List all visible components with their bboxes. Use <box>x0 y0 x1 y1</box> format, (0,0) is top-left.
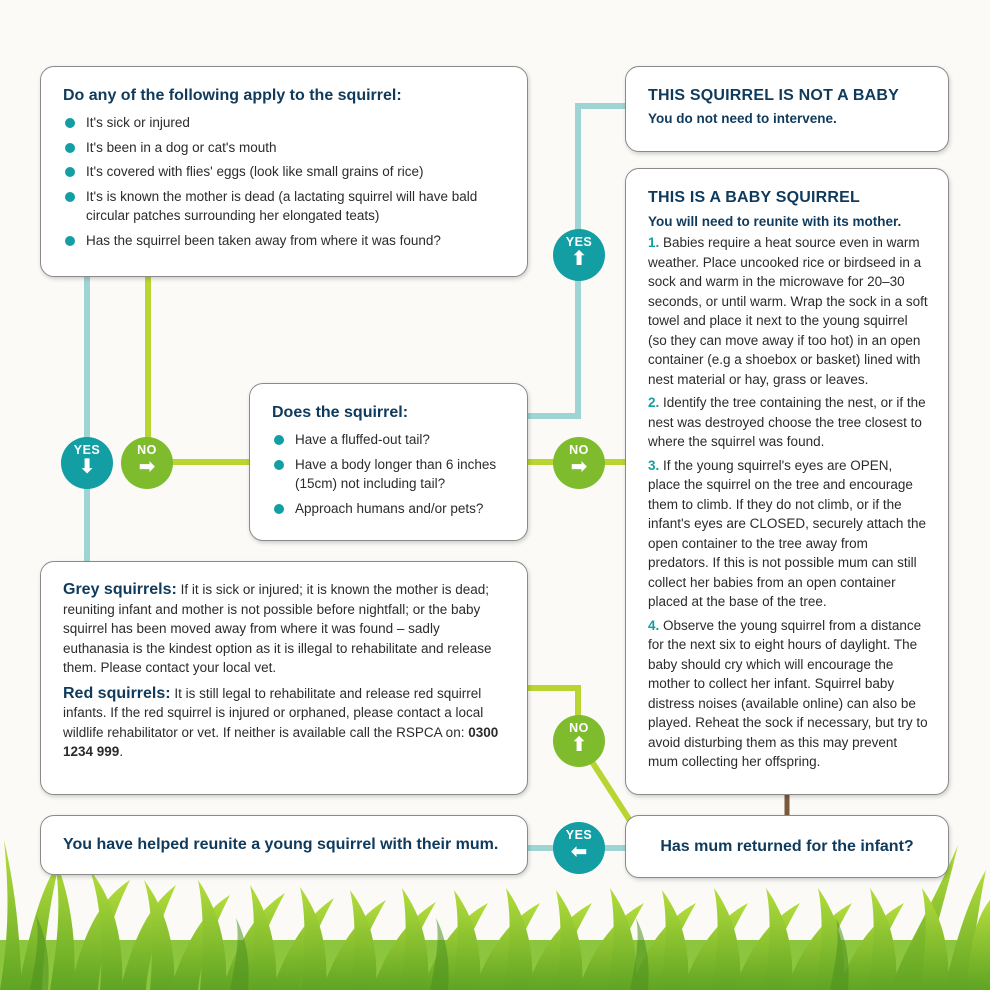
step-2 <box>648 393 928 452</box>
list-item: It's covered with flies' eggs (look like small grains of rice) <box>63 162 505 182</box>
list-item: It's sick or injured <box>63 113 505 133</box>
badge-label: YES <box>73 443 101 457</box>
box-helped-reunite <box>40 815 528 875</box>
badge-label: NO <box>569 443 589 457</box>
step-number: 4. <box>648 617 660 633</box>
box-baby-squirrel <box>625 168 949 795</box>
grey-squirrels-paragraph <box>63 580 505 678</box>
rspca-phone-number: 0300 1234 999 <box>63 724 499 759</box>
not-baby-title: THIS SQUIRREL IS NOT A BABY <box>648 87 900 104</box>
box1-title: Do any of the following apply to the squirrel: <box>63 87 402 104</box>
yes-left-badge <box>553 822 605 874</box>
box-grey-red-squirrels <box>40 561 528 795</box>
baby-subtitle: You will need to reunite with its mother. <box>648 214 902 229</box>
badge-label: YES <box>565 828 593 842</box>
list-item: Approach humans and/or pets? <box>272 499 505 519</box>
box2-list <box>272 430 505 518</box>
arrow-right-icon: ➡ <box>138 456 156 478</box>
step-text: If the young squirrel's eyes are OPEN, place the squirrel on the tree and encourage them to climb. If they do not climb, or if the infant's eyes are CLOSED, securely attach the open container to the tree away from predators. If this is not possible mum can still collect her babies from an open container placed at the base of the tree. <box>648 457 926 609</box>
step-number: 2. <box>648 395 660 410</box>
box-apply-to-squirrel <box>40 66 528 277</box>
not-baby-subtitle: You do not need to intervene. <box>648 111 837 126</box>
bullet-icon <box>274 460 284 470</box>
red-squirrels-text: It is still legal to rehabilitate and release red squirrel infants. If the red squirrel is injured or orphaned, please contact a local wildlife rehabilitator or vet. If neither is available call the RSPCA on: <box>63 685 484 740</box>
step-1 <box>648 233 928 389</box>
yes-up-badge <box>553 229 605 281</box>
bullet-icon <box>65 236 75 246</box>
list-item: It's is known the mother is dead (a lactating squirrel will have bald circular patches surrounding her elongated teats) <box>63 187 505 226</box>
step-text: Babies require a heat source even in warm weather. Place uncooked rice or birdseed in a sock and warm in the microwave for 20–30 seconds, or until warm. Wrap the sock in a soft towel and place it next to the young squirrel (so they can move away if too hot) in an open container (e.g a shoebox or basket) lined with nest material or hay, grass or leaves. <box>648 235 928 387</box>
arrow-right-icon: ➡ <box>570 456 588 478</box>
box1-list <box>63 113 505 250</box>
list-item: Has the squirrel been taken away from where it was found? <box>63 231 505 251</box>
list-item: Have a body longer than 6 inches (15cm) not including tail? <box>272 455 505 494</box>
box-mum-returned <box>625 815 949 878</box>
arrow-left-icon: ⬅ <box>570 841 588 863</box>
helped-text: You have helped reunite a young squirrel with their mum. <box>63 836 499 853</box>
list-item: It's been in a dog or cat's mouth <box>63 138 505 158</box>
badge-label: NO <box>569 721 589 735</box>
baby-title: THIS IS A BABY SQUIRREL <box>648 189 861 206</box>
box-does-the-squirrel <box>249 383 528 541</box>
bullet-icon <box>274 435 284 445</box>
step-number: 3. <box>648 457 660 473</box>
step-text: Observe the young squirrel from a distance for the next six to eight hours of daylight. The baby should cry which will encourage the mother to collect her infant. Squirrel baby distress noises (available online) can also be played. Reheat the sock if necessary, but try to avoid disturbing them as this may prevent mum collecting her offspring. <box>648 617 928 769</box>
list-item: Have a fluffed-out tail? <box>272 430 505 450</box>
arrow-down-icon: ⬇ <box>78 456 96 478</box>
no-right-badge-left <box>121 437 173 489</box>
bullet-icon <box>65 118 75 128</box>
bullet-icon <box>65 143 75 153</box>
grey-squirrels-heading: Grey squirrels: <box>63 581 177 598</box>
yes-down-badge <box>61 437 113 489</box>
step-number: 1. <box>648 235 660 250</box>
step-4 <box>648 616 928 772</box>
red-squirrels-paragraph <box>63 684 505 762</box>
bullet-icon <box>274 504 284 514</box>
mum-returned-question: Has mum returned for the infant? <box>660 837 914 855</box>
bullet-icon <box>65 167 75 177</box>
box2-title: Does the squirrel: <box>272 404 409 421</box>
period-text: . <box>119 744 124 759</box>
arrow-up-icon: ⬆ <box>570 734 588 756</box>
grey-squirrels-text: If it is sick or injured; it is known the mother is dead; reuniting infant and mother is not possible before nightfall; or the baby squirrel has been moved away from where it was found – sadly euthanasia is the kindest option as it is illegal to rehabilitate and release them. Please contact your local vet. <box>63 582 492 675</box>
step-text: Identify the tree containing the nest, or if the nest was destroyed choose the tree closest to where the squirrel was found. <box>648 395 926 449</box>
arrow-up-icon: ⬆ <box>570 248 588 270</box>
step-3 <box>648 456 928 612</box>
no-up-badge <box>553 715 605 767</box>
no-right-badge-mid <box>553 437 605 489</box>
badge-label: NO <box>137 443 157 457</box>
box-not-a-baby <box>625 66 949 152</box>
badge-label: YES <box>565 235 593 249</box>
red-squirrels-heading: Red squirrels: <box>63 684 171 702</box>
bullet-icon <box>65 192 75 202</box>
